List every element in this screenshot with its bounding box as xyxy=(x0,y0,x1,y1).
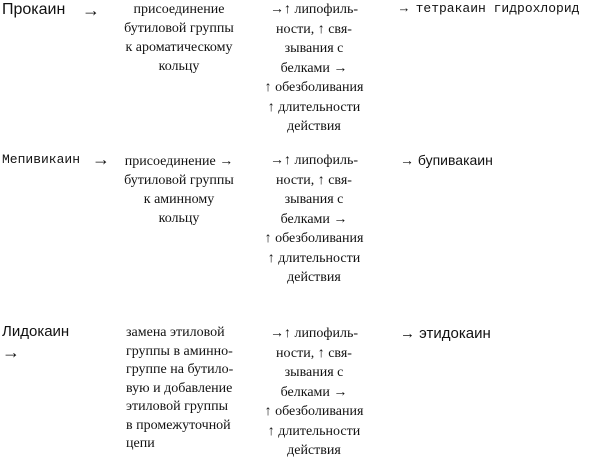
effect-3: →↑ липофиль- ности, ↑ свя- зывания с белками → ↑ обезболивания ↑ длительности действия xyxy=(264,326,364,458)
effect-2: →↑ липофиль- ности, ↑ свя- зывания с белками → ↑ обезболивания ↑ длительности действия xyxy=(264,153,364,285)
structural-change-2: присоединение → бутиловой группы к аминному кольцу xyxy=(124,154,234,226)
effect-1: →↑ липофиль- ности, ↑ свя- зывания с белками → ↑ обезболивания ↑ длительности действия xyxy=(264,2,364,134)
structural-change-3: замена этиловой группы в аминно- группе на бутило- вую и добавление этиловой группы в промежуточной цепи xyxy=(126,325,234,451)
drug-arrow-icon: → xyxy=(82,0,100,20)
drug-name-procaine: Прокаин xyxy=(2,1,66,18)
result-3: → этидокаин xyxy=(400,325,491,342)
result-2: → бупивакаин xyxy=(400,152,493,168)
structural-change-1: присоединение бутиловой группы к ароматическому кольцу xyxy=(124,2,234,74)
drug-arrow-icon: → xyxy=(92,149,110,169)
result-1: → тетракаин гидрохлорид xyxy=(400,1,580,16)
drug-name-mepivacaine: Мепивикаин xyxy=(2,152,81,167)
drug-name-lidocaine: Лидокаин → xyxy=(2,323,70,362)
